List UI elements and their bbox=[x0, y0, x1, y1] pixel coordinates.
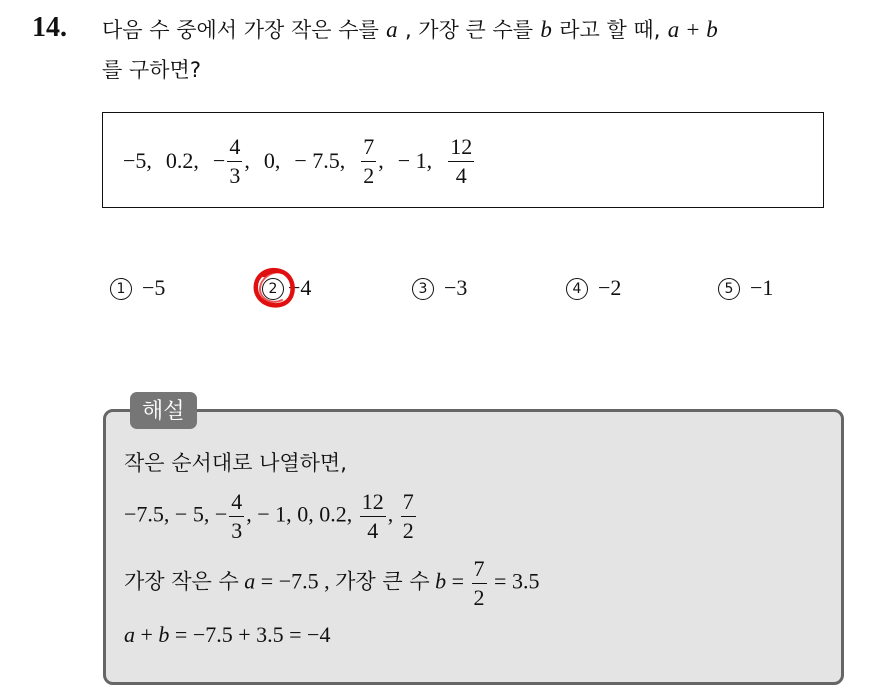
number-separator: , bbox=[244, 148, 250, 173]
choice-value: −1 bbox=[750, 275, 774, 300]
fraction-numerator: 4 bbox=[227, 135, 242, 162]
fraction-numerator: 7 bbox=[401, 490, 416, 517]
ordered-item: −7.5, bbox=[124, 501, 170, 527]
number-item: 0.2, bbox=[165, 148, 199, 173]
question-number: 14. bbox=[32, 12, 67, 43]
choice-marker: 2 bbox=[262, 278, 284, 300]
number-list-box bbox=[102, 112, 824, 208]
fraction-denominator: 2 bbox=[363, 162, 375, 188]
variable-b: b bbox=[540, 17, 552, 42]
choice-4[interactable] bbox=[566, 275, 621, 301]
number-sign: − bbox=[212, 148, 226, 173]
number-list bbox=[123, 113, 476, 209]
explanation-label: 해설 bbox=[130, 392, 197, 429]
fraction-4-3 bbox=[227, 135, 242, 188]
number-separator: , bbox=[378, 148, 384, 173]
equation-part: = −7.5 , bbox=[260, 568, 330, 594]
explanation-line-2 bbox=[124, 490, 418, 543]
variable-a: a bbox=[386, 17, 398, 42]
explanation-line-3 bbox=[124, 557, 539, 610]
choice-1[interactable] bbox=[110, 275, 165, 301]
fraction-denominator: 4 bbox=[455, 162, 467, 188]
fraction-denominator: 2 bbox=[402, 518, 414, 543]
fraction-7-2 bbox=[472, 557, 487, 610]
equation-part: = 3.5 bbox=[494, 568, 540, 594]
choice-value: −3 bbox=[444, 275, 468, 300]
fraction-denominator: 2 bbox=[473, 585, 485, 610]
choice-value: −4 bbox=[288, 275, 312, 300]
number-sign: − bbox=[214, 501, 228, 527]
choice-3[interactable] bbox=[412, 275, 467, 301]
fraction-12-4 bbox=[448, 135, 474, 188]
number-item: 0, bbox=[263, 148, 281, 173]
choice-marker: 4 bbox=[566, 278, 588, 300]
question-line-1 bbox=[102, 14, 718, 44]
fraction-4-3 bbox=[229, 490, 244, 543]
number-separator: , bbox=[387, 501, 394, 527]
explanation-text: 가장 큰 수 bbox=[335, 569, 430, 594]
fraction-12-4 bbox=[360, 490, 386, 543]
equation-result: = −7.5 + 3.5 = −4 bbox=[174, 622, 331, 647]
ordered-item: 0, bbox=[297, 501, 314, 527]
fraction-numerator: 12 bbox=[360, 490, 386, 517]
explanation-line-4 bbox=[124, 622, 330, 648]
ordered-item: − 5, bbox=[174, 501, 210, 527]
variable-a: a bbox=[244, 568, 256, 594]
fraction-numerator: 4 bbox=[229, 490, 244, 517]
variable-a: a bbox=[124, 622, 135, 647]
equation-part: = bbox=[451, 568, 465, 594]
fraction-numerator: 7 bbox=[361, 135, 376, 162]
number-item: − 1, bbox=[397, 148, 433, 173]
answer-circle-mark bbox=[250, 265, 298, 311]
question-expression: a + b bbox=[667, 17, 718, 42]
fraction-denominator: 3 bbox=[229, 162, 241, 188]
choice-5[interactable] bbox=[718, 275, 773, 301]
fraction-numerator: 7 bbox=[472, 557, 487, 584]
number-item: −5, bbox=[123, 148, 152, 173]
explanation-line-1: 작은 순서대로 나열하면, bbox=[124, 451, 347, 475]
fraction-numerator: 12 bbox=[448, 135, 474, 162]
question-text-part: 라고 할 때, bbox=[559, 18, 661, 42]
fraction-7-2 bbox=[361, 135, 376, 188]
fraction-7-2 bbox=[401, 490, 416, 543]
choice-marker: 5 bbox=[718, 278, 740, 300]
explanation-text: 가장 작은 수 bbox=[124, 569, 239, 594]
choice-value: −2 bbox=[598, 275, 622, 300]
number-separator: , bbox=[246, 501, 252, 527]
question-line-2: 를 구하면? bbox=[102, 58, 201, 82]
ordered-item: 0.2, bbox=[319, 501, 353, 527]
fraction-denominator: 4 bbox=[367, 518, 379, 543]
choice-marker: 3 bbox=[412, 278, 434, 300]
fraction-denominator: 3 bbox=[231, 518, 243, 543]
ordered-item: − 1, bbox=[257, 501, 292, 527]
question-text-part: , 가장 큰 수를 bbox=[404, 18, 534, 42]
number-item: − 7.5, bbox=[294, 148, 346, 173]
variable-b: b bbox=[158, 622, 170, 647]
variable-b: b bbox=[435, 568, 447, 594]
choice-value: −5 bbox=[142, 275, 166, 300]
choice-marker: 1 bbox=[110, 278, 132, 300]
question-text-part: 다음 수 중에서 가장 작은 수를 bbox=[102, 18, 379, 42]
plus-sign: + bbox=[140, 622, 153, 647]
